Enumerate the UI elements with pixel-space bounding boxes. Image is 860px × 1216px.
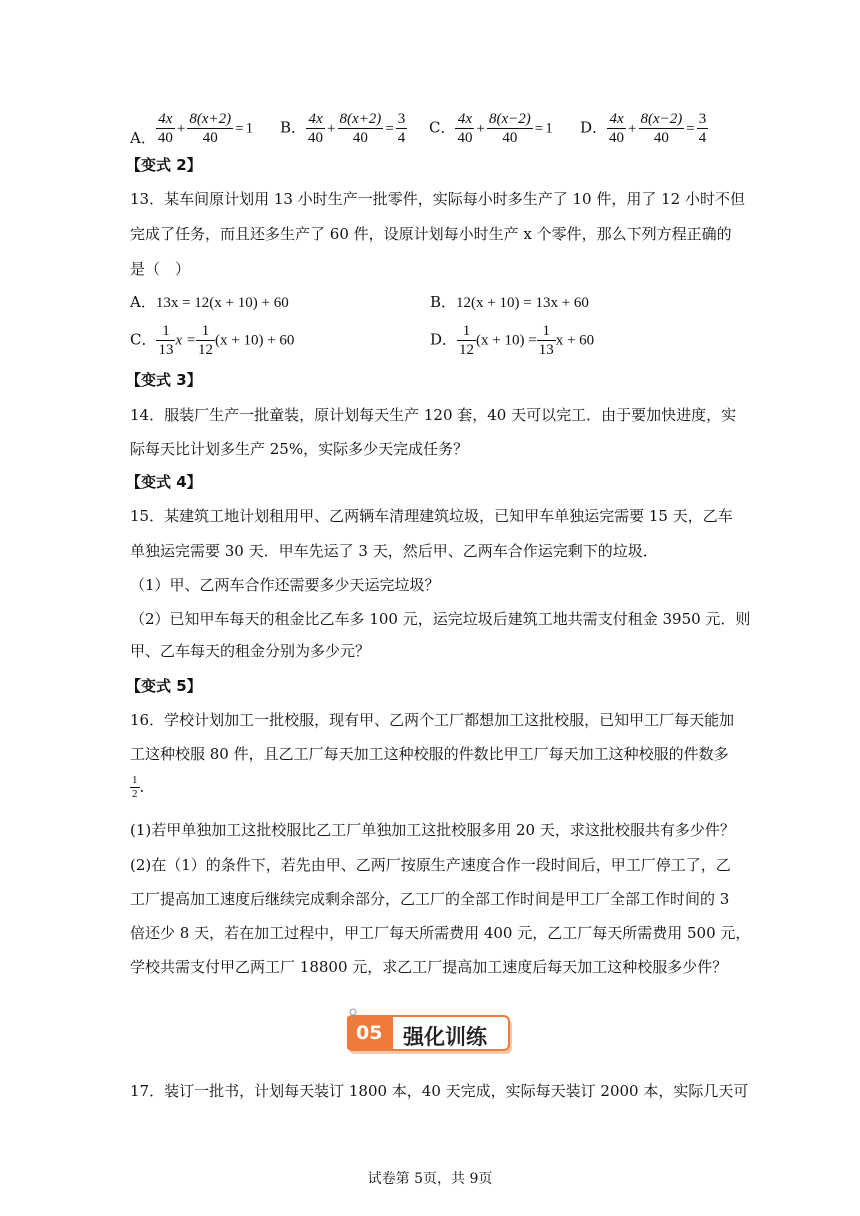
q15-line-2: 单独运完需要 30 天．甲车先运了 3 天，然后甲、乙两车合作运完剩下的垃圾． <box>130 542 658 560</box>
q15-line-3: （1）甲、乙两车合作还需要多少天运完垃圾？ <box>130 576 440 594</box>
q15-line-1: 15．某建筑工地计划租用甲、乙两辆车清理建筑垃圾，已知甲车单独运完需要 15 天，乙车 <box>130 507 733 525</box>
q17-line-1: 17．装订一批书，计划每天装订 1800 本，40 天完成，实际每天装订 2000 本，实际几天可 <box>130 1082 749 1100</box>
section-heading-variant-2: 【变式 2】 <box>126 156 202 174</box>
q16-line-3: (1)若甲单独加工这批校服比乙工厂单独加工这批校服多用 20 天，求这批校服共有多少件？ <box>130 821 735 839</box>
section-banner <box>347 1008 512 1054</box>
q14-line-2: 际每天比计划多生产 25%，实际多少天完成任务？ <box>130 440 469 458</box>
q15-line-4: （2）已知甲车每天的租金比乙车多 100 元，运完垃圾后建筑工地共需支付租金 3950 元．则 <box>130 610 751 628</box>
option-expression: 12(x + 10) = 13x + 60 <box>456 295 589 311</box>
q13-option-c: C． $\frac{1}{13}$ x = $\frac{1}{12}$ (x + 10) + 60 <box>130 323 295 358</box>
q16-line-4: (2)在（1）的条件下，若先由甲、乙两厂按原生产速度合作一段时间后，甲工厂停工了，乙 <box>130 856 731 874</box>
q13-line-2: 完成了任务，而且还多生产了 60 件，设原计划每小时生产 x 个零件，那么下列方程正确的 <box>130 225 732 243</box>
option-label: B． <box>280 118 307 137</box>
q12-option-b: B． $\frac{4x}{40}$ + $\frac{8(x+2)}{40}$ = $\frac{3}{4}$ <box>280 111 406 146</box>
q16-line-6: 倍还少 8 天，若在加工过程中，甲工厂每天所需费用 400 元，乙工厂每天所需费用 500 元， <box>130 924 751 942</box>
option-expression: 13x = 12(x + 10) + 60 <box>155 295 289 311</box>
q13-option-a: A．13x = 12(x + 10) + 60 <box>130 293 289 311</box>
page-footer: 试卷第 5页，共 9页 <box>367 1171 493 1187</box>
q12-options <box>130 110 730 150</box>
q13-line-1: 13．某车间原计划用 13 小时生产一批零件，实际每小时多生产了 10 件，用了 12 小时不但 <box>130 190 745 208</box>
section-heading-variant-5: 【变式 5】 <box>126 677 202 695</box>
q16-line-5: 工厂提高加工速度后继续完成剩余部分，乙工厂的全部工作时间是甲工厂全部工作时间的 3 <box>130 890 730 908</box>
q15-line-5: 甲、乙车每天的租金分别为多少元？ <box>130 642 371 660</box>
q12-option-a: A． $\frac{4x}{40}$ + $\frac{8(x+2)}{40}$ = 1 <box>130 111 254 147</box>
q16-line-1: 16．学校计划加工一批校服，现有甲、乙两个工厂都想加工这批校服，已知甲工厂每天能加 <box>130 711 735 729</box>
option-label: A． <box>130 128 156 147</box>
banner-number: 05 <box>356 1022 383 1044</box>
fraction: $\frac{8(x+2)}{40}$ <box>189 111 232 146</box>
section-heading-variant-4: 【变式 4】 <box>126 473 202 491</box>
q13-option-d: D． $\frac{1}{12}$ (x + 10) = $\frac{1}{13}$ x + 60 <box>430 323 595 358</box>
fraction: $\frac{4x}{40}$ <box>157 111 173 146</box>
section-heading-variant-3: 【变式 3】 <box>126 371 202 389</box>
q12-option-d: D． $\frac{4x}{40}$ + $\frac{8(x-2)}{40}$ = $\frac{3}{4}$ <box>580 111 707 146</box>
option-label: D． <box>580 118 608 137</box>
option-label: C． <box>429 118 456 137</box>
q16-line-7: 学校共需支付甲乙两工厂 18800 元，求乙工厂提高加工速度后每天加工这种校服多少件？ <box>130 958 728 976</box>
banner-title: 强化训练 <box>403 1025 487 1049</box>
q13-line-3: 是（ ） <box>130 260 191 278</box>
q13-option-b: B．12(x + 10) = 13x + 60 <box>430 293 589 311</box>
q16-line-2: 工这种校服 80 件，且乙工厂每天加工这种校服的件数比甲工厂每天加工这种校服的件数多 <box>130 745 729 763</box>
q14-line-1: 14．服装厂生产一批童装，原计划每天生产 120 套，40 天可以完工．由于要加快进度，实 <box>130 406 737 424</box>
q12-option-c: C． $\frac{4x}{40}$ + $\frac{8(x-2)}{40}$ = 1 <box>429 111 553 146</box>
q16-fraction-half: $\frac{1}{2}$ ． <box>132 774 155 800</box>
